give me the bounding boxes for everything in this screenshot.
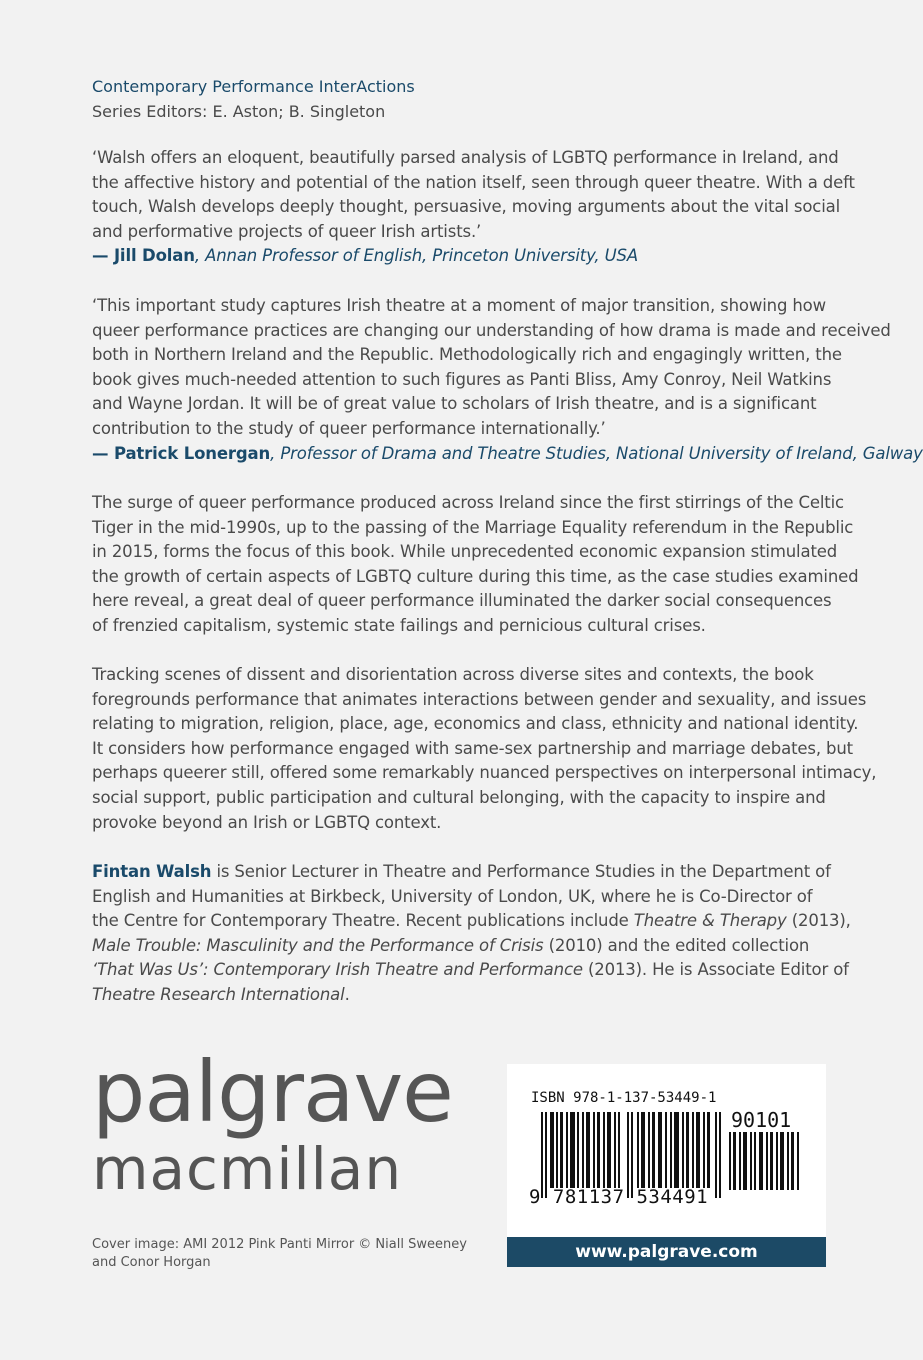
- description-paragraph-2: [92, 663, 877, 835]
- author-bio: Fintan Walsh is Senior Lecturer in Theatre and Performance Studies in the Department of English and Humanities at Birkbeck, University of London, UK, where he is Co-Director of the Centre for Contemporary Theatre. Recent publications include Theatre & Therapy (2013), Male Trouble: Masculinity and the Performance of Crisis (2010) and the edited collection ‘That Was Us’: Contemporary Irish Theatre and Performance (2013). He is Associate Editor of Theatre Research International.: [92, 862, 851, 1004]
- logo-palgrave: palgrave: [92, 1043, 453, 1141]
- series-editors: Series Editors: E. Aston; B. Singleton: [92, 102, 386, 121]
- description-paragraph-1: [92, 491, 859, 639]
- palgrave-macmillan-logo: [92, 1043, 453, 1203]
- quote-line: the affective history and potential of the nation itself, seen through queer theatre. With a deft: [92, 172, 855, 192]
- text-line: Tiger in the mid-1990s, up to the passing of the Marriage Equality referendum in the Republic: [92, 517, 854, 537]
- author-name: Fintan Walsh: [92, 862, 212, 881]
- text-line: perhaps queerer still, offered some remarkably nuanced perspectives on interpersonal intimacy,: [92, 763, 877, 783]
- cover-image-credit: Cover image: AMI 2012 Pink Panti Mirror © Niall Sweeney and Conor Horgan: [92, 1237, 467, 1270]
- endorser-name: — Patrick Lonergan: [92, 443, 271, 463]
- endorsement-attribution: [92, 244, 852, 269]
- logo-macmillan: macmillan: [92, 1135, 403, 1203]
- text-line: foregrounds performance that animates interactions between gender and sexuality, and issues: [92, 689, 867, 709]
- quote-line: touch, Walsh develops deeply thought, persuasive, moving arguments about the vital social: [92, 197, 841, 217]
- endorsement-lonergan: [92, 294, 923, 466]
- text-line: Tracking scenes of dissent and disorientation across diverse sites and contexts, the book: [92, 665, 814, 684]
- quote-line: ‘Walsh offers an eloquent, beautifully parsed analysis of LGBTQ performance in Ireland, and: [92, 148, 839, 167]
- book-title: Male Trouble: Masculinity and the Performance of Crisis: [92, 935, 544, 955]
- endorsement-attribution: [92, 442, 923, 467]
- series-info: [92, 74, 812, 124]
- text-line: It considers how performance engaged with same-sex partnership and marriage debates, but: [92, 738, 854, 758]
- quote-line: book gives much-needed attention to such figures as Panti Bliss, Amy Conroy, Neil Watkins: [92, 369, 832, 389]
- text-line: English and Humanities at Birkbeck, University of London, UK, where he is Co-Director of: [92, 886, 813, 906]
- text-line: provoke beyond an Irish or LGBTQ context.: [92, 812, 442, 832]
- price-code: 90101: [731, 1108, 792, 1132]
- endorser-name: — Jill Dolan: [92, 246, 195, 266]
- quote-line: ‘This important study captures Irish theatre at a moment of major transition, showing how: [92, 296, 826, 315]
- quote-line: both in Northern Ireland and the Republic. Methodologically rich and engagingly written, the: [92, 345, 842, 365]
- publisher-url[interactable]: www.palgrave.com: [507, 1237, 826, 1267]
- book-title: Theatre & Therapy: [633, 911, 787, 931]
- endorser-affiliation: , Professor of Drama and Theatre Studies, National University of Ireland, Galway: [270, 443, 923, 463]
- isbn-label: ISBN 978-1-137-53449-1: [531, 1090, 717, 1106]
- text-line: in 2015, forms the focus of this book. While unprecedented economic expansion stimulated: [92, 542, 838, 562]
- quote-line: and performative projects of queer Irish artists.’: [92, 221, 482, 241]
- book-title: ‘That Was Us’: Contemporary Irish Theatre and Performance: [92, 960, 583, 980]
- barcode-digits: 9 781137 534491: [529, 1186, 709, 1208]
- text-line: of frenzied capitalism, systemic state failings and pernicious cultural crises.: [92, 615, 706, 635]
- text-line: here reveal, a great deal of queer performance illuminated the darker social consequences: [92, 591, 832, 611]
- quote-line: contribution to the study of queer performance internationally.’: [92, 418, 606, 438]
- quote-line: and Wayne Jordan. It will be of great value to scholars of Irish theatre, and is a significant: [92, 394, 817, 414]
- journal-title: Theatre Research International: [92, 984, 345, 1004]
- text-line: The surge of queer performance produced across Ireland since the first stirrings of the Celtic: [92, 493, 844, 512]
- addon-barcode: [729, 1132, 801, 1190]
- endorser-affiliation: , Annan Professor of English, Princeton University, USA: [194, 246, 638, 266]
- text-line: social support, public participation and cultural belonging, with the capacity to inspire and: [92, 787, 826, 807]
- series-title: Contemporary Performance InterActions: [92, 77, 415, 96]
- endorsement-dolan: [92, 146, 855, 269]
- text-line: the growth of certain aspects of LGBTQ culture during this time, as the case studies examined: [92, 566, 859, 586]
- quote-line: queer performance practices are changing our understanding of how drama is made and received: [92, 320, 891, 340]
- text-line: relating to migration, religion, place, age, economics and class, ethnicity and national identity.: [92, 714, 859, 734]
- barcode-panel: [507, 1064, 826, 1237]
